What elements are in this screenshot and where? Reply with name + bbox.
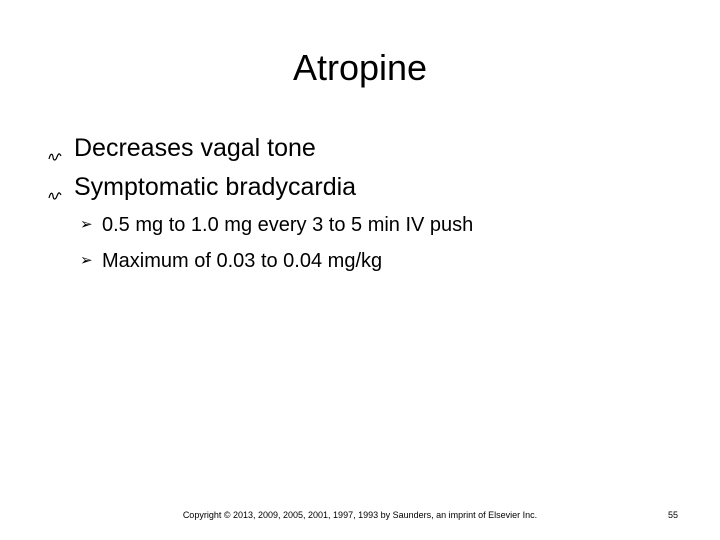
sub-bullet-text: Maximum of 0.03 to 0.04 mg/kg [102,250,383,272]
page-number: 55 [667,510,678,520]
bullet-text: Symptomatic bradycardia [74,173,357,201]
wave-bullet-icon [48,180,62,194]
sub-bullet-text: 0.5 mg to 1.0 mg every 3 to 5 min IV push [102,214,474,236]
bullet-text: Decreases vagal tone [74,134,316,162]
arrowhead-bullet-icon: ➢ [80,216,93,233]
copyright-footer: Copyright © 2013, 2009, 2005, 2001, 1997, 1993 by Saunders, an imprint of Elsevier Inc. [182,510,538,520]
slide-title: Atropine [292,47,428,88]
wave-bullet-icon [48,141,62,155]
arrowhead-bullet-icon: ➢ [80,252,93,269]
